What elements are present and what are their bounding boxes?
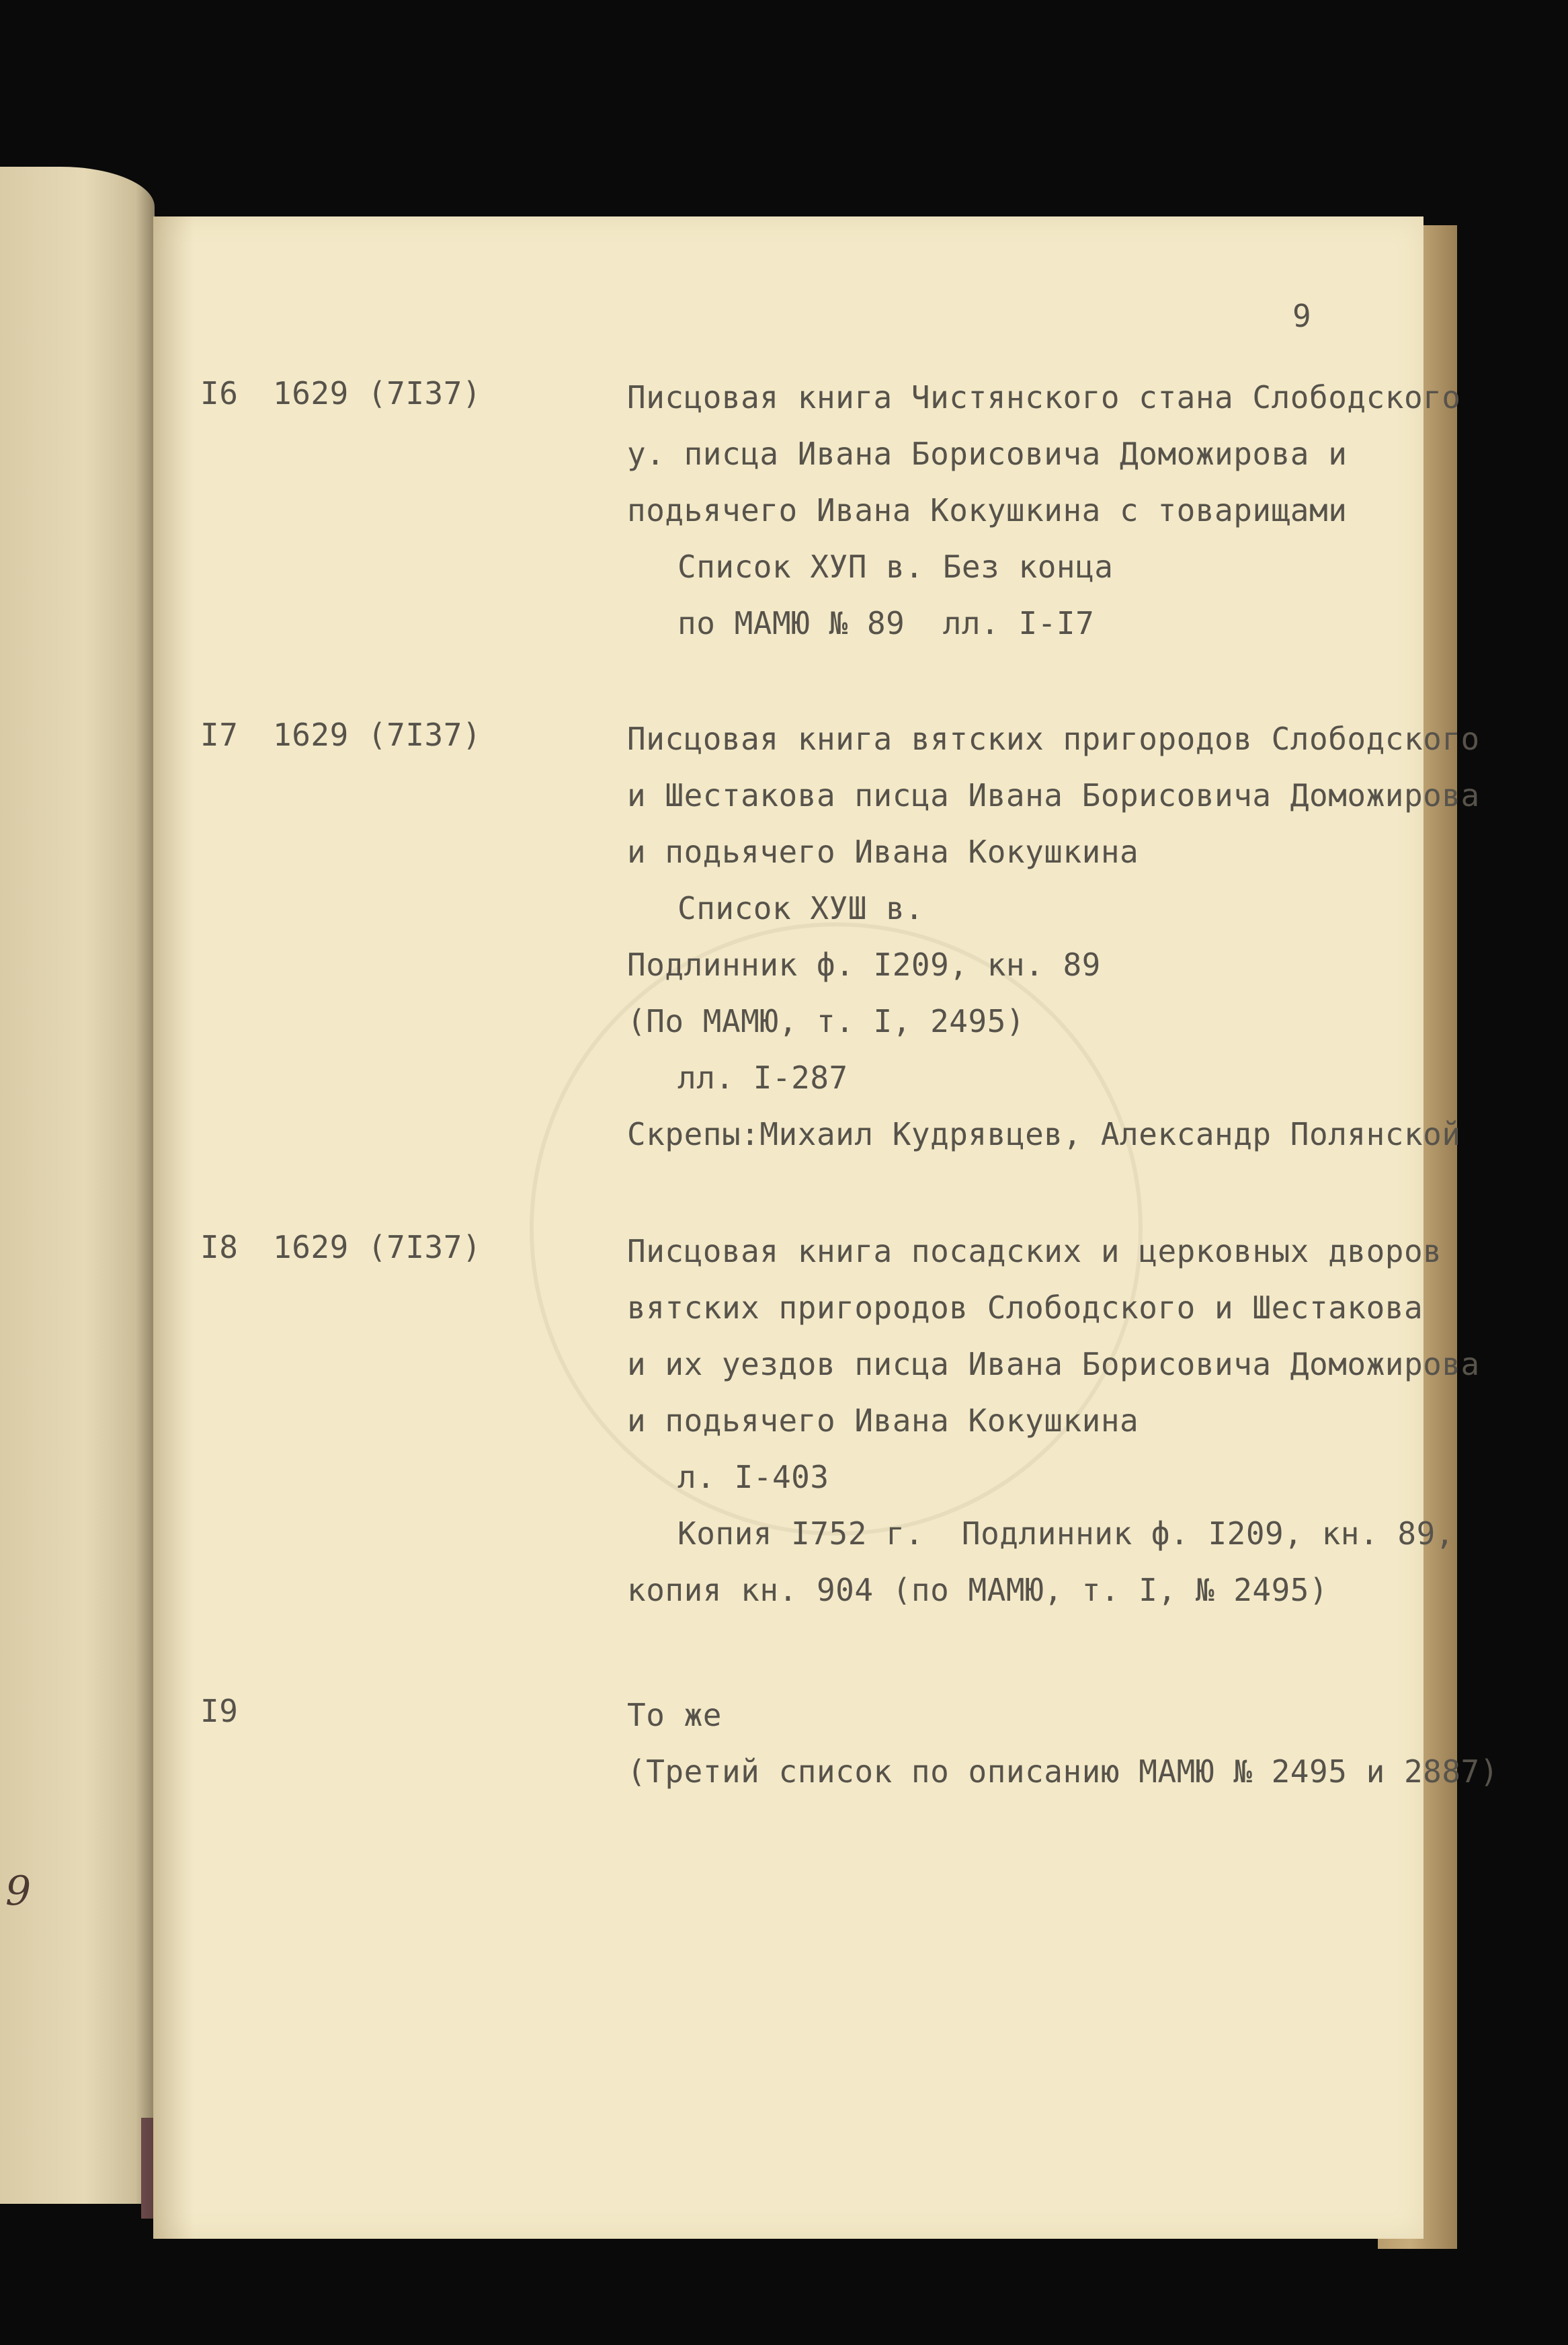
entry-line: лл. I-287 — [677, 1060, 848, 1096]
entry-line: л. I-403 — [677, 1459, 829, 1495]
entry-number: I9 — [200, 1693, 239, 1729]
entry-line: (Третий список по описанию МАМЮ № 2495 и 2887) — [627, 1753, 1499, 1790]
left-page — [0, 167, 155, 2204]
entry-number: I7 — [200, 717, 239, 753]
entry-line: Писцовая книга посадских и церковных дворов — [627, 1233, 1442, 1269]
entry-line: Копия I752 г. Подлинник ф. I209, кн. 89, — [677, 1515, 1454, 1552]
entry-number: I8 — [200, 1229, 239, 1265]
entry-line: и подьячего Ивана Кокушкина — [627, 834, 1139, 870]
entry-line: и подьячего Ивана Кокушкина — [627, 1402, 1139, 1439]
entry-line: Писцовая книга вятских пригородов Слободского — [627, 721, 1480, 757]
page-number: 9 — [1292, 298, 1312, 334]
entry-line: Список ХУП в. Без конца — [677, 549, 1114, 585]
entry-line: и Шестакова писца Ивана Борисовича Доможирова — [627, 777, 1480, 813]
entry-line: копия кн. 904 (по МАМЮ, т. I, № 2495) — [627, 1572, 1329, 1608]
entry-line: у. писца Ивана Борисовича Доможирова и — [627, 436, 1348, 472]
entry-line: Подлинник ф. I209, кн. 89 — [627, 947, 1101, 983]
entry-date: 1629 (7I37) — [273, 1229, 482, 1265]
entry-number: I6 — [200, 375, 239, 411]
entry-line: по МАМЮ № 89 лл. I-I7 — [677, 605, 1095, 641]
document-page — [153, 216, 1499, 2239]
entry-line: Скрепы:Михаил Кудрявцев, Александр Полянской — [627, 1116, 1461, 1152]
page-gutter — [153, 216, 194, 2239]
entry-line: Список ХУШ в. — [677, 890, 924, 926]
entry-line: вятских пригородов Слободского и Шестакова — [627, 1289, 1423, 1326]
left-page-mark: 9 — [5, 1868, 32, 1915]
entry-date: 1629 (7I37) — [273, 375, 482, 411]
entry-line: и их уездов писца Ивана Борисовича Доможирова — [627, 1346, 1480, 1382]
entry-line: (По МАМЮ, т. I, 2495) — [627, 1003, 1026, 1039]
entry-line: То же — [627, 1697, 722, 1733]
entry-date: 1629 (7I37) — [273, 717, 482, 753]
entry-line: подьячего Ивана Кокушкина с товарищами — [627, 492, 1348, 528]
entry-line: Писцовая книга Чистянского стана Слободского — [627, 379, 1461, 415]
